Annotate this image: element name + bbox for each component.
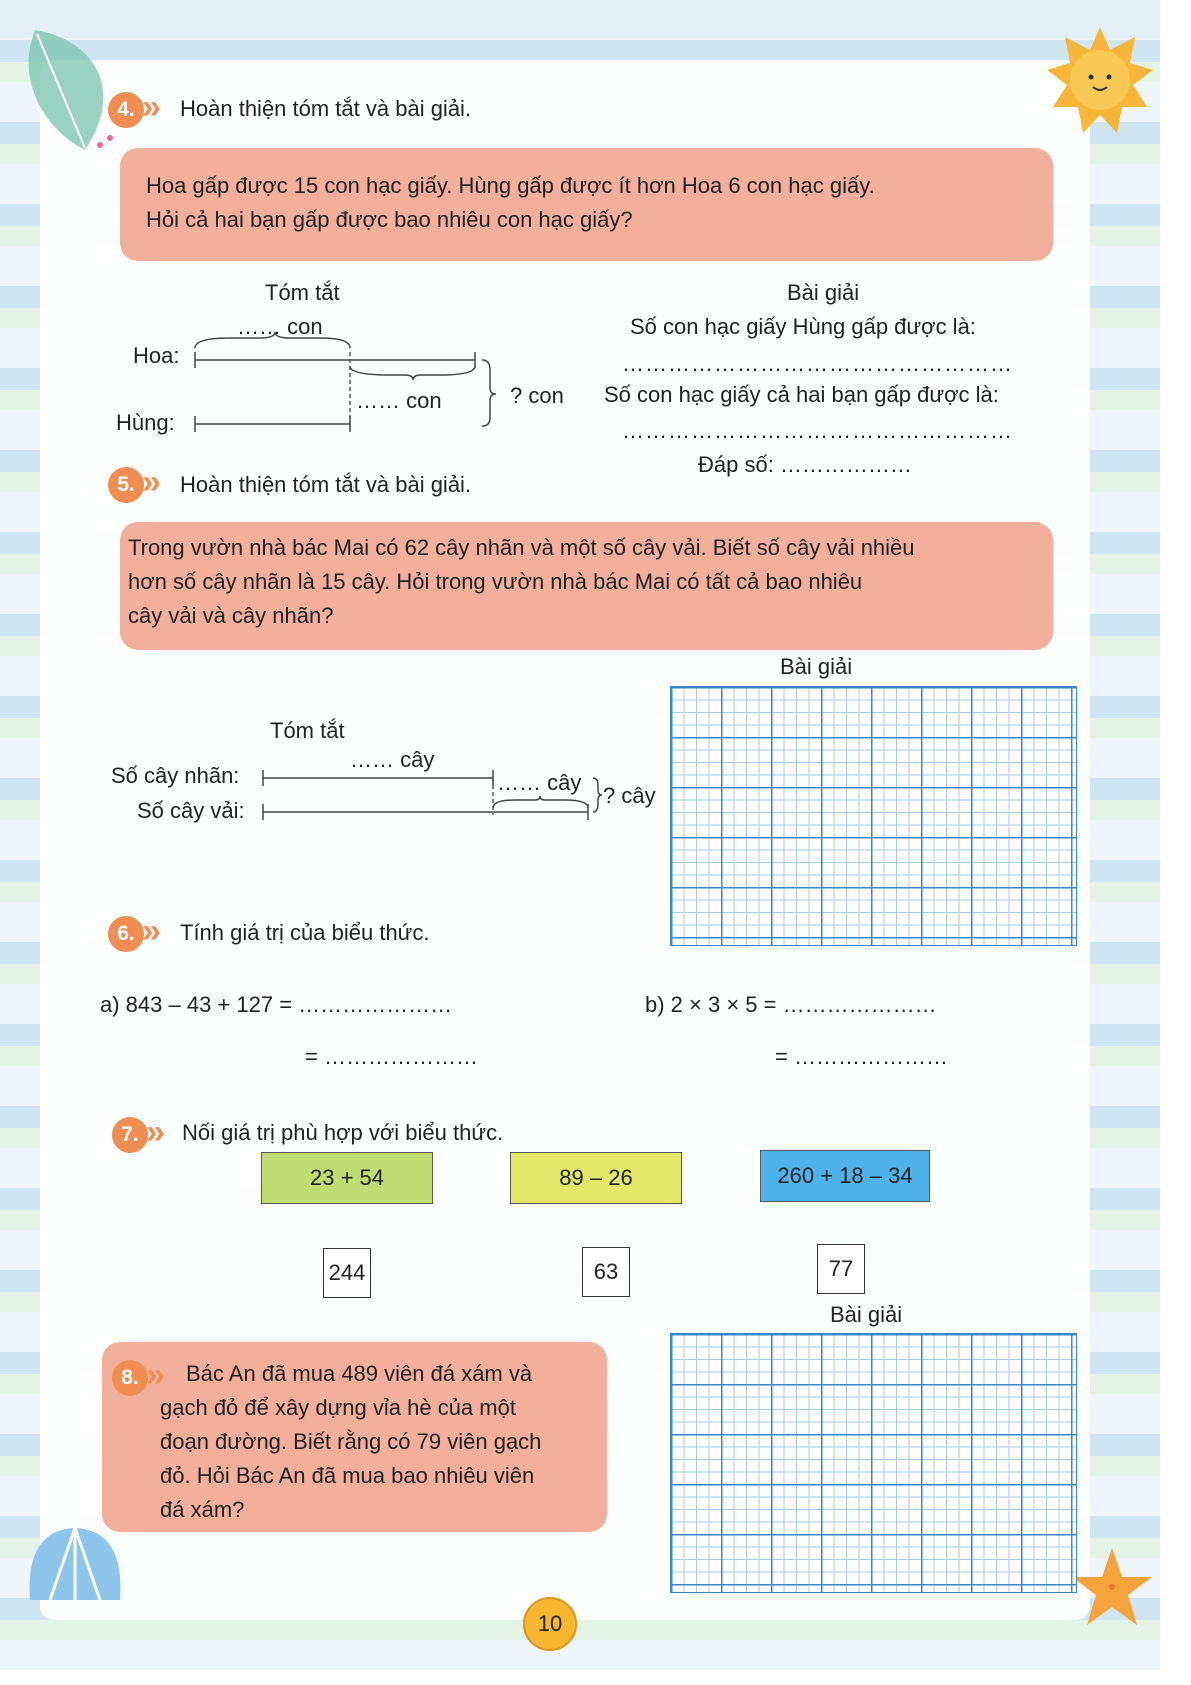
- leaf-icon: [15, 20, 135, 160]
- q4-dots2: ……………………………………………: [622, 418, 1013, 443]
- question-5-number: 5. »: [108, 467, 144, 503]
- q4-solution-line2: Số con hạc giấy cả hai bạn gấp được là:: [604, 382, 999, 407]
- q4-problem-line1: Hoa gấp được 15 con hạc giấy. Hùng gấp được ít hơn Hoa 6 con hạc giấy.: [146, 173, 875, 198]
- answer-box-3[interactable]: 77: [817, 1244, 865, 1294]
- q5-problem-line3: cây vải và cây nhãn?: [128, 603, 334, 628]
- sun-icon: [1045, 25, 1155, 135]
- q4-solution-line1: Số con hạc giấy Hùng gấp được là:: [630, 314, 976, 339]
- q4-hung-label: Hùng:: [116, 410, 175, 435]
- q6-b-line2: = …………………: [775, 1044, 948, 1069]
- answer-box-1[interactable]: 244: [323, 1248, 371, 1298]
- q5-total-label: ? cây: [603, 783, 656, 808]
- question-4-number: 4. »: [108, 92, 144, 128]
- question-8-problem-card: [102, 1342, 607, 1532]
- q5-problem-line2: hơn số cây nhãn là 15 cây. Hỏi trong vườn nhà bác Mai có tất cả bao nhiêu: [128, 569, 863, 594]
- q4-solution-title: Bài giải: [787, 280, 860, 305]
- q4-total-label: ? con: [510, 383, 564, 408]
- q8-answer-grid: [670, 1333, 1077, 1593]
- q8-solution-title: Bài giải: [830, 1302, 903, 1327]
- question-5-title: Hoàn thiện tóm tắt và bài giải.: [180, 472, 472, 497]
- q4-summary-title: Tóm tắt: [265, 280, 340, 305]
- starfish-icon: [1070, 1545, 1155, 1630]
- q5-top-label: …… cây: [350, 747, 435, 772]
- q5-summary-title: Tóm tắt: [270, 718, 345, 743]
- shell-icon: [20, 1520, 130, 1620]
- q4-dots1: ……………………………………………: [622, 351, 1013, 376]
- q4-problem-line2: Hỏi cả hai bạn gấp được bao nhiêu con hạc giấy?: [146, 207, 633, 232]
- q8-line3: đoạn đường. Biết rằng có 79 viên gạch: [160, 1429, 542, 1454]
- q4-hoa-label: Hoa:: [133, 343, 180, 368]
- q4-top-label: …… con: [237, 314, 323, 339]
- q5-solution-title: Bài giải: [780, 654, 853, 679]
- q8-line1: Bác An đã mua 489 viên đá xám và: [186, 1361, 533, 1386]
- expression-card-3[interactable]: 260 + 18 – 34: [760, 1150, 930, 1202]
- q4-diff-label: …… con: [356, 388, 442, 413]
- q8-line5: đá xám?: [160, 1497, 245, 1522]
- q5-answer-grid: [670, 686, 1077, 946]
- top-band: [0, 0, 1160, 38]
- q5-problem-line1: Trong vườn nhà bác Mai có 62 cây nhãn và một số cây vải. Biết số cây vải nhiều: [128, 535, 915, 560]
- q6-b-line1: b) 2 × 3 × 5 = …………………: [645, 992, 937, 1017]
- question-7-title: Nối giá trị phù hợp với biểu thức.: [182, 1120, 504, 1145]
- question-4-title: Hoàn thiện tóm tắt và bài giải.: [180, 96, 472, 121]
- question-8-number: 8. »: [112, 1360, 148, 1396]
- q4-segment-diagram: [190, 330, 500, 440]
- question-5-problem-card: [120, 522, 1053, 650]
- page-number: 10: [523, 1597, 577, 1651]
- q6-a-line1: a) 843 – 43 + 127 = …………………: [100, 992, 453, 1017]
- q6-a-line2: = …………………: [305, 1044, 478, 1069]
- q8-line4: đỏ. Hỏi Bác An đã mua bao nhiêu viên: [160, 1463, 535, 1488]
- q8-line2: gạch đỏ để xây dựng vỉa hè của một: [160, 1395, 516, 1420]
- question-6-title: Tính giá trị của biểu thức.: [180, 920, 430, 945]
- expression-card-1[interactable]: 23 + 54: [261, 1152, 433, 1204]
- question-6-number: 6. »: [108, 916, 144, 952]
- answer-box-2[interactable]: 63: [582, 1247, 630, 1297]
- q4-answer: Đáp số: ………………: [698, 452, 912, 477]
- q5-diff-label: …… cây: [497, 770, 582, 795]
- question-4-problem-card: [120, 148, 1053, 261]
- expression-card-2[interactable]: 89 – 26: [510, 1152, 682, 1204]
- q5-nhan-label: Số cây nhãn:: [111, 763, 240, 788]
- q5-vai-label: Số cây vải:: [137, 798, 245, 823]
- question-7-number: 7. »: [112, 1117, 148, 1153]
